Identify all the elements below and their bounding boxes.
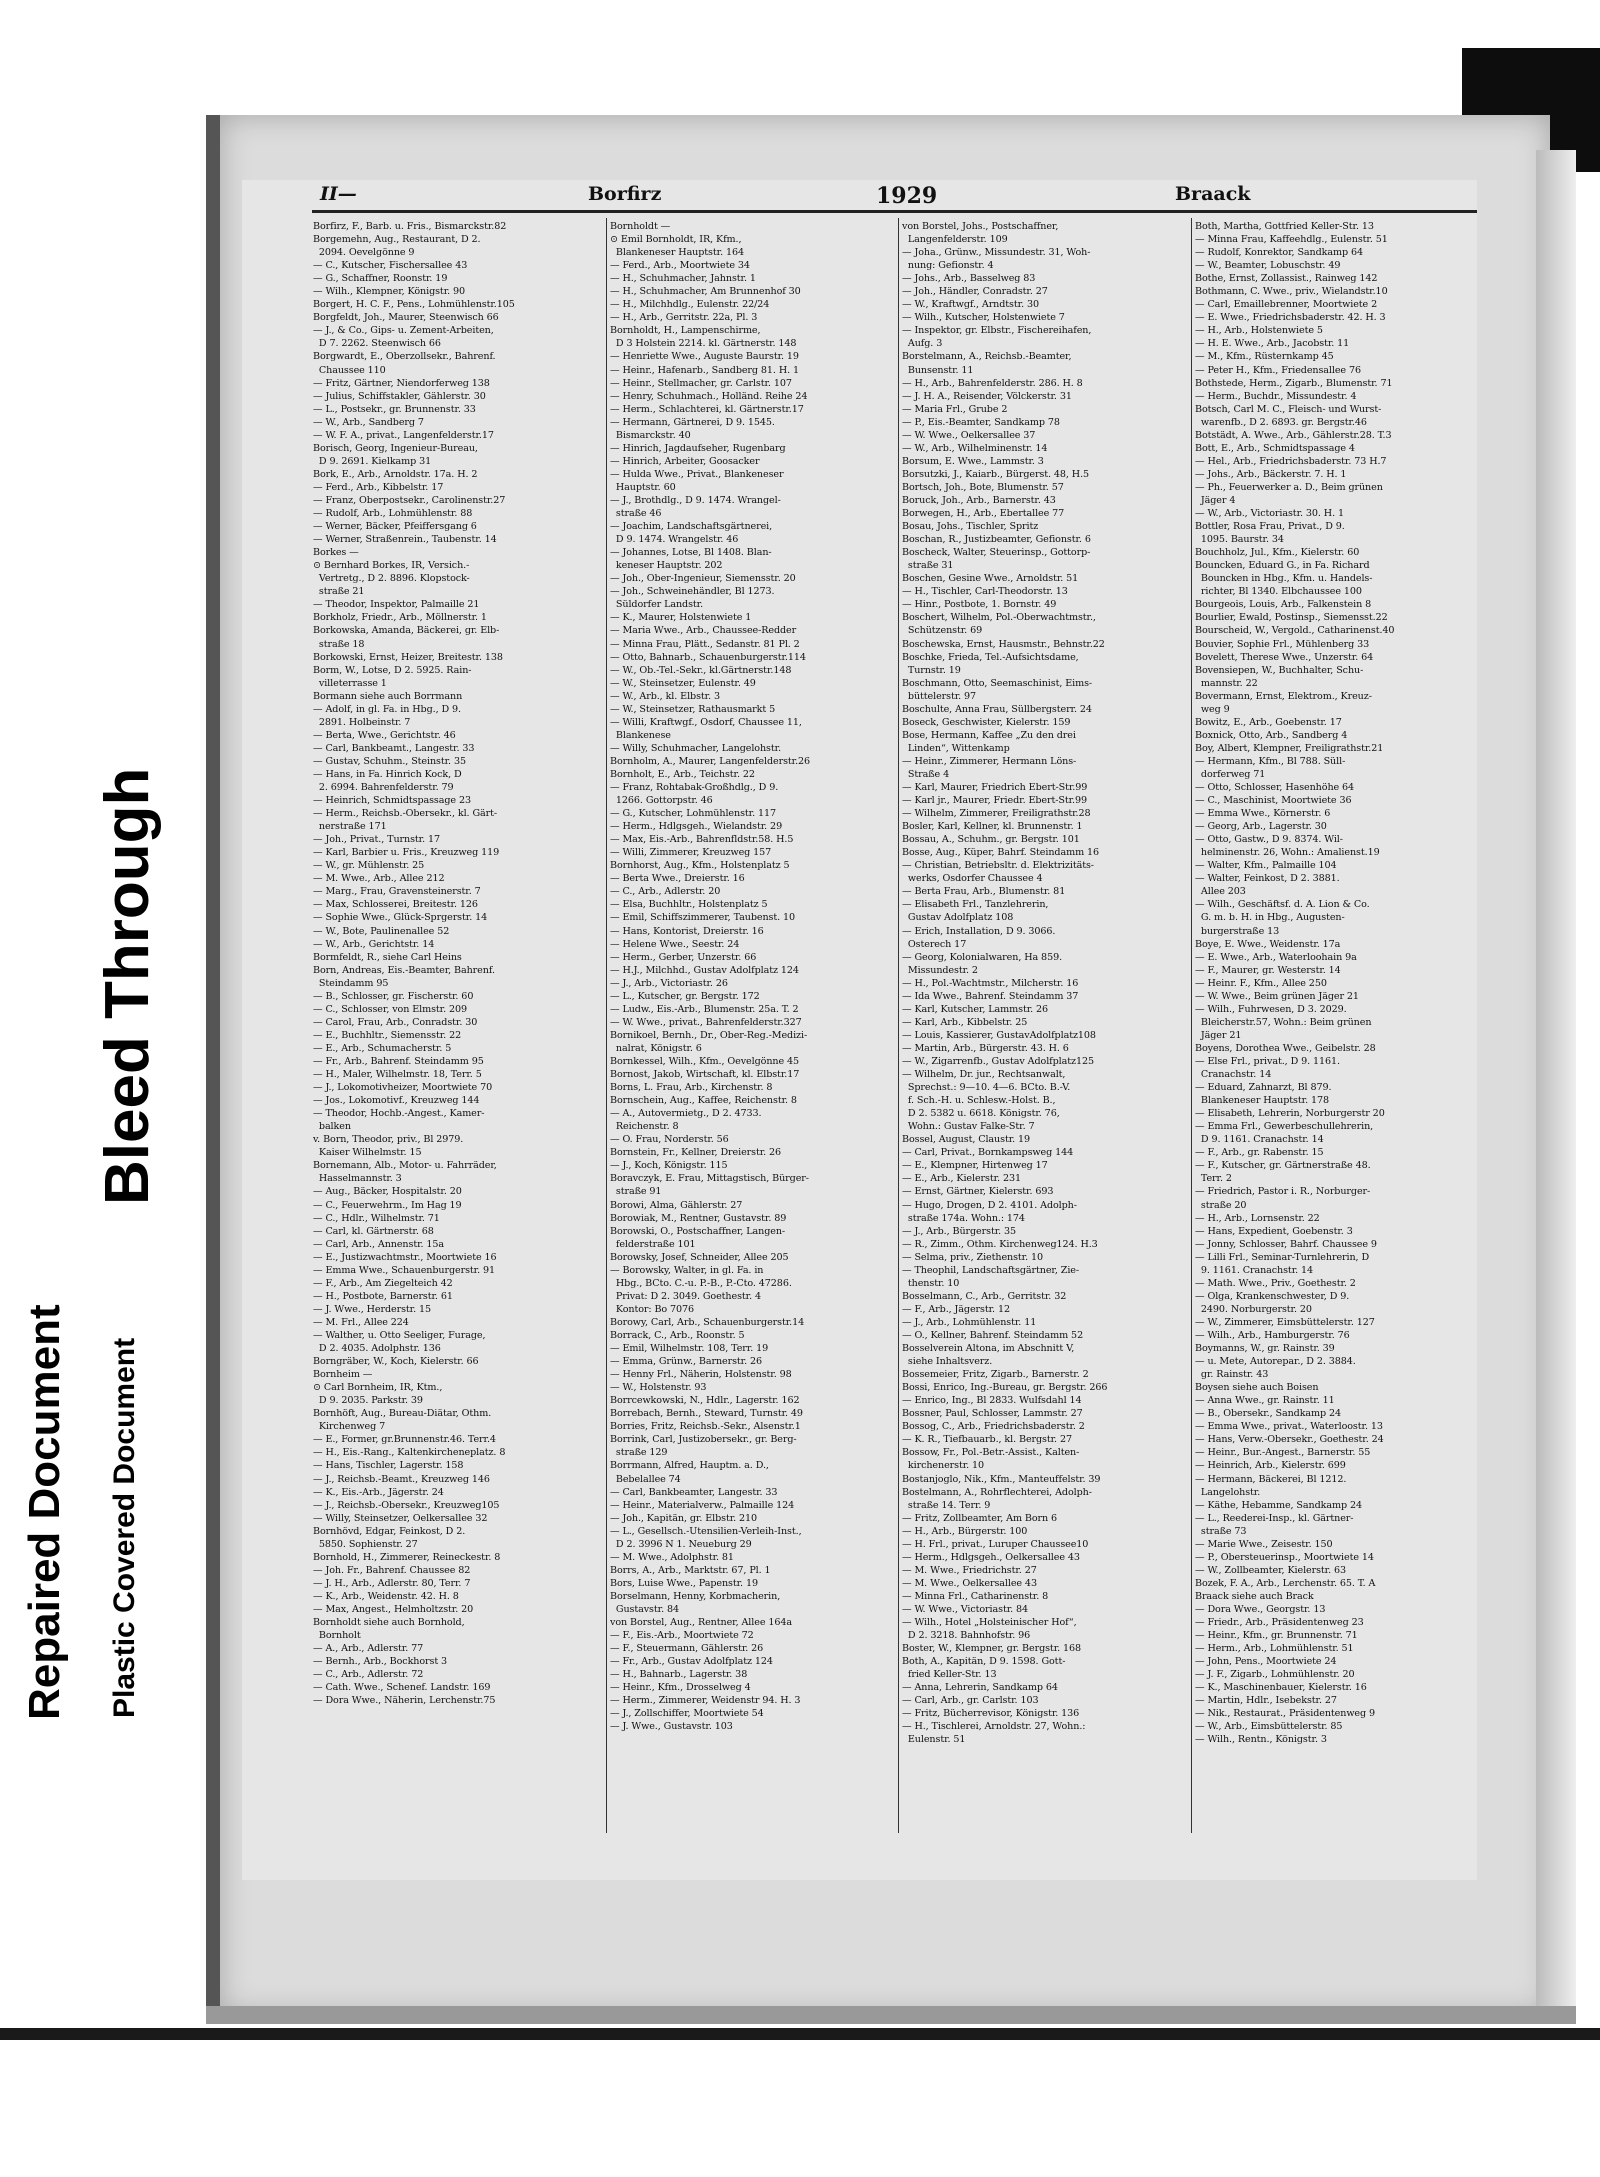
directory-column-4: Both, Martha, Gottfried Keller-Str. 13 — Minna Frau, Kaffeehdlg., Eulenstr. 51 — Rudolf, Konrektor, Sandkamp 64 — W., Beamter, Lobuschstr. 49 Bothe, Ernst, Zollassist., Rainweg 142 Bothmann, C. Wwe., priv., Wielandstr.10 — Carl, Emaillebrenner, Moortwiete 2 — E. Wwe., Friedrichsbaderstr. 42. H. 3 — H., Arb., Holstenwiete 5 — H. E. Wwe., Arb., Jacobstr. 11 — M., Kfm., Rüsternkamp 45 — Peter H., Kfm., Friedensallee 76 Bothstede, Herm., Zigarb., Blumenstr. 71 — Herm., Buchdr., Missundestr. 4 Botsch, Carl M. C., Fleisch- und Wurst- warenfb., D 2. 6893. gr. Bergstr.46 Botstädt, A. Wwe., Arb., Gählerstr.28. T.3 Bott, E., Arb., Schmidtspassage 4 — Hel., Arb., Friedrichsbaderstr. 73 H.7 — Johs., Arb., Bäckerstr. 7. H. 1 — Ph., Feuerwerker a. D., Beim grünen Jäger 4 — W., Arb., Victoriastr. 30. H. 1 Bottler, Rosa Frau, Privat., D 9. 1095. Baurstr. 34 Bouchholz, Jul., Kfm., Kielerstr. 60 Bouncken, Eduard G., in Fa. Richard Bouncken in Hbg., Kfm. u. Handels- richter, Bl 1340. Elbchaussee 100 Bourgeois, Louis, Arb., Falkenstein 8 Bourlier, Ewald, Postinsp., Siemensst.22 Bourscheid, W., Vergold., Catharinenst.40 Bouvier, Sophie Frl., Mühlenberg 33 Bovelett, Therese Wwe., Unzerstr. 64 Bovensiepen, W., Buchhalter, Schu- mannstr. 22 Bovermann, Ernst, Elektrom., Kreuz- weg 9 Bowitz, E., Arb., Goebenstr. 17 Boxnick, Otto, Arb., Sandberg 4 Boy, Albert, Klempner, Freiligrathstr.21 — Hermann, Kfm., Bl 788. Süll- dorferweg 71 — Otto, Schlosser, Hasenhöhe 64 — C., Maschinist, Moortwiete 36 — Emma Wwe., Körnerstr. 6 — Georg, Arb., Lagerstr. 30 — Otto, Gastw., D 9. 8374. Wil- helminenstr. 26, Wohn.: Amalienst.19 — Walter, Kfm., Palmaille 104 — Walter, Feinkost, D 2. 3881. Allee 203 — Wilh., Geschäftsf. d. A. Lion & Co. G. m. b. H. in Hbg., Augusten- burgerstraße 13 Boye, E. Wwe., Weidenstr. 17a — E. Wwe., Arb., Waterloohain 9a — F., Maurer, gr. Westerstr. 14 — Heinr. F., Kfm., Allee 250 — W. Wwe., Beim grünen Jäger 21 — Wilh., Fuhrwesen, D 3. 2029. Bleicherstr.57, Wohn.: Beim grünen Jäger 21 Boyens, Dorothea Wwe., Geibelstr. 28 — Else Frl., privat., D 9. 1161. Cranachstr. 14 — Eduard, Zahnarzt, Bl 879. Blankeneser Hauptstr. 178 — Elisabeth, Lehrerin, Norburgerstr 20 — Emma Frl., Gewerbeschullehrerin, D 9. 1161. Cranachstr. 14 — F., Arb., gr. Rabenstr. 15 — F., Kutscher, gr. Gärtnerstraße 48. Terr. 2 — Friedrich, Pastor i. R., Norburger- straße 20 — H., Arb., Lornsenstr. 22 — Hans, Expedient, Goebenstr. 3 — Jonny, Schlosser, Bahrf. Chaussee 9 — Lilli Frl., Seminar-Turnlehrerin, D 9. 1161. Cranachstr. 14 — Math. Wwe., Priv., Goethestr. 2 — Olga, Krankenschwester, D 9. 2490. Norburgerstr. 20 — W., Zimmerer, Eimsbüttelerstr. 127 — Wilh., Arb., Hamburgerstr. 76 Boymanns, W., gr. Rainstr. 39 — u. Mete, Autorepar., D 2. 3884. gr. Rainstr. 43 Boysen siehe auch Boisen — Anna Wwe., gr. Rainstr. 11 — B., Obersekr., Sandkamp 24 — Emma Wwe., privat., Waterloostr. 13 — Hans, Verw.-Obersekr., Goethestr. 24 — Heinr., Bur.-Angest., Barnerstr. 55 — Heinrich, Arb., Kielerstr. 699 — Hermann, Bäckerei, Bl 1212. Langelohstr. — Käthe, Hebamme, Sandkamp 24 — L., Reederei-Insp., kl. Gärtner- straße 73 — Marie Wwe., Zeisestr. 150 — P., Obersteuerinsp., Moortwiete 14 — W., Zollbeamter, Kielerstr. 63 Bozek, F. A., Arb., Lerchenstr. 65. T. A Braack siehe auch Brack — Dora Wwe., Georgstr. 13 — Friedr., Arb., Präsidentenweg 23 — Heinr., Kfm., gr. Brunnenstr. 71 — Herm., Arb., Lohmühlenstr. 51 — John, Pens., Moortwiete 24 — J. F., Zigarb., Lohmühlenstr. 20 — K., Maschinenbauer, Kielerstr. 16 — Martin, Hdlr., Isebekstr. 27 — Nik., Restaurat., Präsidentenweg 9 — W., Arb., Eimsbüttelerstr. 85 — Wilh., Rentn., Königstr. 3 <box>1195 221 1395 1746</box>
header-year: 1929 <box>876 183 938 209</box>
plastic-covered-label: Plastic Covered Document <box>108 1337 141 1718</box>
directory-column-1: Borfirz, F., Barb. u. Fris., Bismarckstr.82 Borgemehn, Aug., Restaurant, D 2. 2094. Oevelgönne 9 — C., Kutscher, Fischersallee 43 — G., Schaffner, Roonstr. 19 — Wilh., Klempner, Königstr. 90 Borgert, H. C. F., Pens., Lohmühlenstr.105 Borgfeldt, Joh., Maurer, Steenwisch 66 — J., & Co., Gips- u. Zement-Arbeiten, D 7. 2262. Steenwisch 66 Borgwardt, E., Oberzollsekr., Bahrenf. Chaussee 110 — Fritz, Gärtner, Niendorferweg 138 — Julius, Schiffstakler, Gählerstr. 30 — L., Postsekr., gr. Brunnenstr. 33 — W., Arb., Sandberg 7 — W. F. A., privat., Langenfelderstr.17 Borisch, Georg, Ingenieur-Bureau, D 9. 2691. Kielkamp 31 Bork, E., Arb., Arnoldstr. 17a. H. 2 — Ferd., Arb., Kibbelstr. 17 — Franz, Oberpostsekr., Carolinenstr.27 — Rudolf, Arb., Lohmühlenstr. 88 — Werner, Bäcker, Pfeiffersgang 6 — Werner, Straßenrein., Taubenstr. 14 Borkes — ⊙ Bernhard Borkes, IR, Versich.- Vertretg., D 2. 8896. Klopstock- straße 21 — Theodor, Inspektor, Palmaille 21 Borkholz, Friedr., Arb., Möllnerstr. 1 Borkowska, Amanda, Bäckerei, gr. Elb- straße 18 Borkowski, Ernst, Heizer, Breitestr. 138 Borm, W., Lotse, D 2. 5925. Rain- villeterrasse 1 Bormann siehe auch Borrmann — Adolf, in gl. Fa. in Hbg., D 9. 2891. Holbeinstr. 7 — Berta, Wwe., Gerichtstr. 46 — Carl, Bankbeamt., Langestr. 33 — Gustav, Schuhm., Steinstr. 35 — Hans, in Fa. Hinrich Kock, D 2. 6994. Bahrenfelderstr. 79 — Heinrich, Schmidtspassage 23 — Herm., Reichsb.-Obersekr., kl. Gärt- nerstraße 171 — Joh., Privat., Turnstr. 17 — Karl, Barbier u. Fris., Kreuzweg 119 — W., gr. Mühlenstr. 25 — M. Wwe., Arb., Allee 212 — Marg., Frau, Gravensteinerstr. 7 — Max, Schlosserei, Breitestr. 126 — Sophie Wwe., Glück-Sprgerstr. 14 — W., Bote, Paulinenallee 52 — W., Arb., Gerichtstr. 14 Bormfeldt, R., siehe Carl Heins Born, Andreas, Eis.-Beamter, Bahrenf. Steindamm 95 — B., Schlosser, gr. Fischerstr. 60 — C., Schlosser, von Elmstr. 209 — Carol, Frau, Arb., Conradstr. 30 — E., Buchhltr., Siemensstr. 22 — E., Arb., Schumacherstr. 5 — Fr., Arb., Bahrenf. Steindamm 95 — H., Maler, Wilhelmstr. 18, Terr. 5 — J., Lokomotivheizer, Moortwiete 70 — Jos., Lokomotivf., Kreuzweg 144 — Theodor, Hochb.-Angest., Kamer- balken v. Born, Theodor, priv., Bl 2979. Kaiser Wilhelmstr. 15 Bornemann, Alb., Motor- u. Fahrräder, Hasselmannstr. 3 — Aug., Bäcker, Hospitalstr. 20 — C., Feuerwehrm., Im Hag 19 — C., Hdlr., Wilhelmstr. 71 — Carl, kl. Gärtnerstr. 68 — Carl, Arb., Annenstr. 15a — E., Justizwachtmstr., Moortwiete 16 — Emma Wwe., Schauenburgerstr. 91 — F., Arb., Am Ziegelteich 42 — H., Postbote, Barnerstr. 61 — J. Wwe., Herderstr. 15 — M. Frl., Allee 224 — Walther, u. Otto Seeliger, Furage, D 2. 4035. Adolphstr. 136 Borngräber, W., Koch, Kielerstr. 66 Bornheim — ⊙ Carl Bornheim, IR, Ktm., D 9. 2035. Parkstr. 39 Bornhöft, Aug., Bureau-Diätar, Othm. Kirchenweg 7 — E., Former, gr.Brunnenstr.46. Terr.4 — H., Eis.-Rang., Kaltenkircheneplatz. 8 — Hans, Tischler, Lagerstr. 158 — J., Reichsb.-Beamt., Kreuzweg 146 — K., Eis.-Arb., Jägerstr. 24 — J., Reichsb.-Obersekr., Kreuzweg105 — Willy, Steinsetzer, Oelkersallee 32 Bornhövd, Edgar, Feinkost, D 2. 5850. Sophienstr. 27 Bornhold, H., Zimmerer, Reineckestr. 8 — Joh. Fr., Bahrenf. Chaussee 82 — J. H., Arb., Adlerstr. 80, Terr. 7 — K., Arb., Weidenstr. 42. H. 8 — Max, Angest., Helmholtzstr. 20 Bornholdt siehe auch Bornhold, Bornholt — A., Arb., Adlerstr. 77 — Bernh., Arb., Bockhorst 3 — C., Arb., Adlerstr. 72 — Cath. Wwe., Schenef. Landstr. 169 — Dora Wwe., Näherin, Lerchenstr.75 <box>313 221 515 1707</box>
header-left-word: Borfirz <box>588 183 662 205</box>
bleed-through-label: Bleed Through <box>93 767 162 1205</box>
directory-column-3: von Borstel, Johs., Postschaffner, Langenfelderstr. 109 — Joha., Grünw., Missundestr. 31, Woh- nung: Gefionstr. 4 — Johs., Arb., Basselweg 83 — Joh., Händler, Conradstr. 27 — W., Kraftwgf., Arndtstr. 30 — Wilh., Kutscher, Holstenwiete 7 — Inspektor, gr. Elbstr., Fischereihafen, Aufg. 3 Borstelmann, A., Reichsb.-Beamter, Bunsenstr. 11 — H., Arb., Bahrenfelderstr. 286. H. 8 — J. H. A., Reisender, Völckerstr. 31 — Maria Frl., Grube 2 — P., Eis.-Beamter, Sandkamp 78 — W. Wwe., Oelkersallee 37 — W., Arb., Wilhelminenstr. 14 Borsum, E. Wwe., Lammstr. 3 Borsutzki, J., Kaiarb., Bürgerst. 48, H.5 Bortsch, Joh., Bote, Blumenstr. 57 Boruck, Joh., Arb., Barnerstr. 43 Borwegen, H., Arb., Ebertallee 77 Bosau, Johs., Tischler, Spritz Boschan, R., Justizbeamter, Gefionstr. 6 Boscheck, Walter, Steuerinsp., Gottorp- straße 31 Boschen, Gesine Wwe., Arnoldstr. 51 — H., Tischler, Carl-Theodorstr. 13 — Hinr., Postbote, 1. Bornstr. 49 Boschert, Wilhelm, Pol.-Oberwachtmstr., Schützenstr. 69 Boschewska, Ernst, Hausmstr., Behnstr.22 Boschke, Frieda, Tel.-Aufsichtsdame, Turnstr. 19 Boschmann, Otto, Seemaschinist, Eims- büttelerstr. 97 Boschulte, Anna Frau, Süllbergsterr. 24 Boseck, Geschwister, Kielerstr. 159 Bose, Hermann, Kaffee „Zu den drei Linden“, Wittenkamp — Heinr., Zimmerer, Hermann Löns- Straße 4 — Karl, Maurer, Friedrich Ebert-Str.99 — Karl jr., Maurer, Friedr. Ebert-Str.99 — Wilhelm, Zimmerer, Freiligrathstr.28 Bosler, Karl, Kellner, kl. Brunnenstr. 1 Bossau, A., Schuhm., gr. Bergstr. 101 Bosse, Aug., Küper, Bahrf. Steindamm 16 — Christian, Betriebsltr. d. Elektrizitäts- werks, Osdorfer Chaussee 4 — Berta Frau, Arb., Blumenstr. 81 — Elisabeth Frl., Tanzlehrerin, Gustav Adolfplatz 108 — Erich, Installation, D 9. 3066. Osterech 17 — Georg, Kolonialwaren, Ha 859. Missundestr. 2 — H., Pol.-Wachtmstr., Milcherstr. 16 — Ida Wwe., Bahrenf. Steindamm 37 — Karl, Kutscher, Lammstr. 26 — Karl, Arb., Kibbelstr. 25 — Louis, Kassierer, GustavAdolfplatz108 — Martin, Arb., Bürgerstr. 43. H. 6 — W., Zigarrenfb., Gustav Adolfplatz125 — Wilhelm, Dr. jur., Rechtsanwalt, Sprechst.: 9—10. 4—6. BCto. B.-V. f. Sch.-H. u. Schlesw.-Holst. B., D 2. 5382 u. 6618. Königstr. 76, Wohn.: Gustav Falke-Str. 7 Bossel, August, Claustr. 19 — Carl, Privat., Bornkampsweg 144 — E., Klempner, Hirtenweg 17 — E., Arb., Kielerstr. 231 — Ernst, Gärtner, Kielerstr. 693 — Hugo, Drogen, D 2. 4101. Adolph- straße 174a. Wohn.: 174 — J., Arb., Bürgerstr. 35 — R., Zimm., Othm. Kirchenweg124. H.3 — Selma, priv., Ziethenstr. 10 — Theophil, Landschaftsgärtner, Zie- thenstr. 10 Bosselmann, C., Arb., Gerritstr. 32 — F., Arb., Jägerstr. 12 — J., Arb., Lohmühlenstr. 11 — O., Kellner, Bahrenf. Steindamm 52 Bosselverein Altona, im Abschnitt V, siehe Inhaltsverz. Bossemeier, Fritz, Zigarb., Barnerstr. 2 Bossi, Enrico, Ing.-Bureau, gr. Bergstr. 266 — Enrico, Ing., Bl 2833. Wulfsdahl 14 Bossner, Paul, Schlosser, Lammstr. 27 Bossog, C., Arb., Friedrichsbaderstr. 2 — K. R., Tiefbauarb., kl. Bergstr. 27 Bossow, Fr., Pol.-Betr.-Assist., Kalten- kirchenerstr. 10 Bostanjoglo, Nik., Kfm., Manteuffelstr. 39 Bostelmann, A., Rohrflechterei, Adolph- straße 14. Terr. 9 — Fritz, Zollbeamter, Am Born 6 — H., Arb., Bürgerstr. 100 — H. Frl., privat., Luruper Chaussee10 — Herm., Hdlgsgeh., Oelkersallee 43 — M. Wwe., Friedrichstr. 27 — M. Wwe., Oelkersallee 43 — Minna Frl., Catharinenstr. 8 — W. Wwe., Victoriastr. 84 — Wilh., Hotel „Holsteinischer Hof“, D 2. 3218. Bahnhofstr. 96 Boster, W., Klempner, gr. Bergstr. 168 Both, A., Kapitän, D 9. 1598. Gott- fried Keller-Str. 13 — Anna, Lehrerin, Sandkamp 64 — Carl, Arb., gr. Carlstr. 103 — Fritz, Bücherrevisor, Königstr. 136 — H., Tischlerei, Arnoldstr. 27, Wohn.: Eulenstr. 51 <box>902 221 1108 1746</box>
page-number: II— <box>320 183 357 205</box>
scanner-bottom-strip <box>0 2028 1600 2040</box>
header-right-word: Braack <box>1175 183 1251 205</box>
page-edge <box>1536 150 1576 2010</box>
page-bottom-edge <box>206 2006 1576 2024</box>
repaired-document-label: Repaired Document <box>20 1304 69 1720</box>
header-rule <box>312 210 1477 213</box>
column-divider <box>606 218 607 1833</box>
directory-column-2: Bornholdt — ⊙ Emil Bornholdt, IR, Kfm., Blankeneser Hauptstr. 164 — Ferd., Arb., Moortwiete 34 — H., Schuhmacher, Jahnstr. 1 — H., Schuhmacher, Am Brunnenhof 30 — H., Milchhdlg., Eulenstr. 22/24 — H., Arb., Gerritstr. 22a, Pl. 3 Bornholdt, H., Lampenschirme, D 3 Holstein 2214. kl. Gärtnerstr. 148 — Henriette Wwe., Auguste Baurstr. 19 — Heinr., Hafenarb., Sandberg 81. H. 1 — Heinr., Stellmacher, gr. Carlstr. 107 — Henry, Schuhmach., Holländ. Reihe 24 — Herm., Schlachterei, kl. Gärtnerstr.17 — Hermann, Gärtnerei, D 9. 1545. Bismarckstr. 40 — Hinrich, Jagdaufseher, Rugenbarg — Hinrich, Arbeiter, Goosacker — Hulda Wwe., Privat., Blankeneser Hauptstr. 60 — J., Brothdlg., D 9. 1474. Wrangel- straße 46 — Joachim, Landschaftsgärtnerei, D 9. 1474. Wrangelstr. 46 — Johannes, Lotse, Bl 1408. Blan- keneser Hauptstr. 202 — Joh., Ober-Ingenieur, Siemensstr. 20 — Joh., Schweinehändler, Bl 1273. Süldorfer Landstr. — K., Maurer, Holstenwiete 1 — Maria Wwe., Arb., Chaussee-Redder — Minna Frau, Plätt., Sedanstr. 81 Pl. 2 — Otto, Bahnarb., Schauenburgerstr.114 — W., Ob.-Tel.-Sekr., kl.Gärtnerstr.148 — W., Steinsetzer, Eulenstr. 49 — W., Arb., kl. Elbstr. 3 — W., Steinsetzer, Rathausmarkt 5 — Willi, Kraftwgf., Osdorf, Chaussee 11, Blankenese — Willy, Schuhmacher, Langelohstr. Bornholm, A., Maurer, Langenfelderstr.26 Bornholt, E., Arb., Teichstr. 22 — Franz, Rohtabak-Großhdlg., D 9. 1266. Gottorpstr. 46 — G., Kutscher, Lohmühlenstr. 117 — Herm., Hdlgsgeh., Wielandstr. 29 — Max, Eis.-Arb., Bahrenfldstr.58. H.5 — Willi, Zimmerer, Kreuzweg 157 Bornhorst, Aug., Kfm., Holstenplatz 5 — Berta Wwe., Dreierstr. 16 — C., Arb., Adlerstr. 20 — Elsa, Buchhltr., Holstenplatz 5 — Emil, Schiffszimmerer, Taubenst. 10 — Hans, Kontorist, Dreierstr. 16 — Helene Wwe., Seestr. 24 — Herm., Gerber, Unzerstr. 66 — H.J., Milchhd., Gustav Adolfplatz 124 — J., Arb., Victoriastr. 26 — L., Kutscher, gr. Bergstr. 172 — Ludw., Eis.-Arb., Blumenstr. 25a. T. 2 — W. Wwe., privat., Bahrenfelderstr.327 Bornikoel, Bernh., Dr., Ober-Reg.-Medizi- nalrat, Königstr. 6 Bornkessel, Wilh., Kfm., Oevelgönne 45 Bornost, Jakob, Wirtschaft, kl. Elbstr.17 Borns, L. Frau, Arb., Kirchenstr. 8 Bornschein, Aug., Kaffee, Reichenstr. 8 — A., Autovermietg., D 2. 4733. Reichenstr. 8 — O. Frau, Norderstr. 56 Bornstein, Fr., Kellner, Dreierstr. 26 — J., Koch, Königstr. 115 Boravczyk, E. Frau, Mittagstisch, Bürger- straße 91 Borowi, Alma, Gählerstr. 27 Borowiak, M., Rentner, Gustavstr. 89 Borowski, O., Postschaffner, Langen- felderstraße 101 Borowsky, Josef, Schneider, Allee 205 — Borowsky, Walter, in gl. Fa. in Hbg., BCto. C.-u. P.-B., P.-Cto. 47286. Privat: D 2. 3049. Goethestr. 4 Kontor: Bo 7076 Borowy, Carl, Arb., Schauenburgerstr.14 Borrack, C., Arb., Roonstr. 5 — Emil, Wilhelmstr. 108, Terr. 19 — Emma, Grünw., Barnerstr. 26 — Henny Frl., Näherin, Holstenstr. 98 — W., Holstenstr. 93 Borrcewkowski, N., Hdlr., Lagerstr. 162 Borrebach, Bernh., Steward, Turnstr. 49 Borries, Fritz, Reichsb.-Sekr., Alsenstr.1 Borrink, Carl, Justizobersekr., gr. Berg- straße 129 Borrmann, Alfred, Hauptm. a. D., Bebelallee 74 — Carl, Bankbeamter, Langestr. 33 — Heinr., Materialverw., Palmaille 124 — Joh., Kapitän, gr. Elbstr. 210 — L., Gesellsch.-Utensilien-Verleih-Inst., D 2. 3996 N 1. Neueburg 29 — M. Wwe., Adolphstr. 81 Borrs, A., Arb., Marktstr. 67, Pl. 1 Bors, Luise Wwe., Papenstr. 19 Borselmann, Henny, Korbmacherin, Gustavstr. 84 von Borstel, Aug., Rentner, Allee 164a — F., Eis.-Arb., Moortwiete 72 — F., Steuermann, Gählerstr. 26 — Fr., Arb., Gustav Adolfplatz 124 — H., Bahnarb., Lagerstr. 38 — Heinr., Kfm., Drosselweg 4 — Herm., Zimmerer, Weidenstr 94. H. 3 — J., Zollschiffer, Moortwiete 54 — J. Wwe., Gustavstr. 103 <box>610 221 811 1733</box>
